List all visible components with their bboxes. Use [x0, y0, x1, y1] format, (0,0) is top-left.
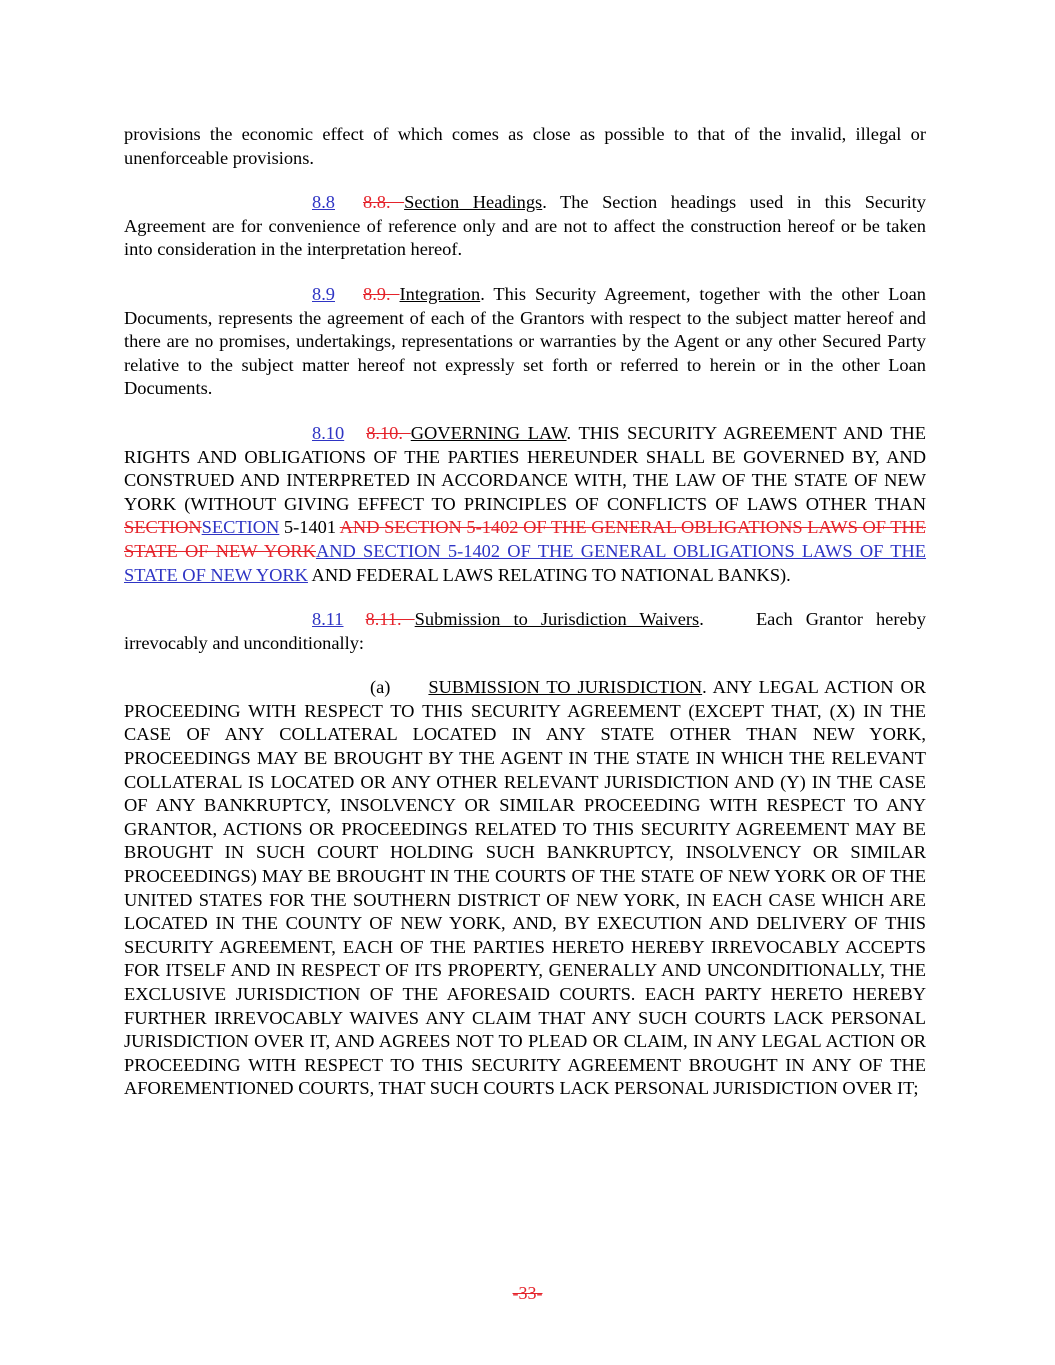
- section-8-10-new-number[interactable]: 8.10: [312, 422, 345, 443]
- section-8-11-new-number[interactable]: 8.11: [312, 609, 344, 630]
- section-8-10-body-1: . THIS SECURITY AGREEMENT AND THE RIGHTS AND OBLIGATIONS OF THE PARTIES HEREUNDER SHALL BE GOVERNED BY, AND CONSTRUED AND INTERPRETED IN ACCORDANCE WITH, THE LAW OF THE STATE OF NEW YORK (WITHOUT GIVING EFFECT TO PRINCIPLES OF CONFLICTS OF LAWS OTHER THAN: [124, 422, 926, 514]
- section-8-11-heading: Submission to Jurisdiction Waivers: [414, 609, 700, 630]
- section-8-8-body: . The Section headings used in this Security Agreement are for convenience of reference only and are not to affect the construction hereof or be taken into consideration in the interpretation hereof.: [124, 192, 926, 260]
- section-8-10-inserted-2[interactable]: AND SECTION 5-1402 OF THE GENERAL OBLIGATIONS LAWS OF THE STATE OF NEW YORK: [124, 540, 926, 585]
- section-8-9: [124, 283, 926, 401]
- section-8-10-body-2: 5-1401: [279, 517, 340, 538]
- section-8-10-body-3: AND FEDERAL LAWS RELATING TO NATIONAL BANKS).: [307, 564, 791, 585]
- subsection-a-label: (a): [370, 677, 391, 698]
- section-8-10-heading: GOVERNING LAW: [410, 422, 567, 443]
- section-8-10-deleted-1: SECTION: [124, 517, 202, 538]
- section-8-9-body: . This Security Agreement, together with the other Loan Documents, represents the agreement of each of the Grantors with respect to the subject matter hereof and there are no promises, undertakings, representations or warranties by the Agent or any other Secured Party relative to the subject matter hereof not expressly set forth or referred to herein or in the other Loan Documents.: [124, 283, 926, 399]
- section-8-11-body: . Each Grantor hereby irrevocably and unconditionally:: [124, 609, 931, 653]
- page-number: -33-: [512, 1283, 543, 1303]
- section-8-8: [124, 191, 926, 262]
- intro-text: provisions the economic effect of which comes as close as possible to that of the invalid, illegal or unenforceable provisions.: [124, 124, 926, 168]
- section-8-8-heading: Section Headings: [404, 192, 543, 213]
- document-page: [124, 123, 931, 1101]
- section-8-10: [124, 422, 926, 587]
- intro-paragraph: [124, 123, 926, 170]
- section-8-8-new-number[interactable]: 8.8: [312, 192, 335, 213]
- section-8-9-old-number: 8.9.: [363, 283, 400, 304]
- section-8-10-old-number: 8.10.: [366, 422, 411, 443]
- section-8-9-heading: Integration: [399, 283, 481, 304]
- section-8-8-old-number: 8.8.: [363, 192, 405, 213]
- section-8-9-new-number[interactable]: 8.9: [312, 283, 335, 304]
- section-8-10-deleted-2: AND SECTION 5-1402 OF THE GENERAL OBLIGATIONS LAWS OF THE STATE OF NEW YORK: [124, 517, 926, 561]
- section-8-10-inserted-1[interactable]: SECTION: [201, 517, 280, 538]
- section-8-11: [124, 608, 931, 655]
- subsection-a-body: . ANY LEGAL ACTION OR PROCEEDING WITH RESPECT TO THIS SECURITY AGREEMENT (EXCEPT THAT, (X) IN THE CASE OF ANY COLLATERAL LOCATED IN ANY STATE OTHER THAN NEW YORK, PROCEEDINGS MAY BE BROUGHT BY THE AGENT IN THE STATE IN WHICH THE RELEVANT COLLATERAL IS LOCATED OR ANY OTHER RELEVANT JURISDICTION AND (Y) IN THE CASE OF ANY BANKRUPTCY, INSOLVENCY OR SIMILAR PROCEEDING WITH RESPECT TO ANY GRANTOR, ACTIONS OR PROCEEDINGS RELATED TO THIS SECURITY AGREEMENT MAY BE BROUGHT IN SUCH COURT HOLDING SUCH BANKRUPTCY, INSOLVENCY OR SIMILAR PROCEEDINGS) MAY BE BROUGHT IN THE COURTS OF THE STATE OF NEW YORK OR OF THE UNITED STATES FOR THE SOUTHERN DISTRICT OF NEW YORK, IN EACH CASE WHICH ARE LOCATED IN THE COUNTY OF NEW YORK, AND, BY EXECUTION AND DELIVERY OF THIS SECURITY AGREEMENT, EACH OF THE PARTIES HERETO HEREBY IRREVOCABLY ACCEPTS FOR ITSELF AND IN RESPECT OF ITS PROPERTY, GENERALLY AND UNCONDITIONALLY, THE EXCLUSIVE JURISDICTION OF THE AFORESAID COURTS. EACH PARTY HERETO HEREBY FURTHER IRREVOCABLY WAIVES ANY CLAIM THAT ANY SUCH COURTS LACK PERSONAL JURISDICTION OVER IT, AND AGREES NOT TO PLEAD OR CLAIM, IN ANY LEGAL ACTION OR PROCEEDING WITH RESPECT TO THIS SECURITY AGREEMENT BROUGHT IN ANY OF THE AFOREMENTIONED COURTS, THAT SUCH COURTS LACK PERSONAL JURISDICTION OVER IT;: [124, 677, 927, 1099]
- section-8-11-old-number: 8.11.: [365, 609, 415, 630]
- subsection-a-heading: SUBMISSION TO JURISDICTION: [428, 677, 703, 698]
- subsection-a: [124, 676, 926, 1101]
